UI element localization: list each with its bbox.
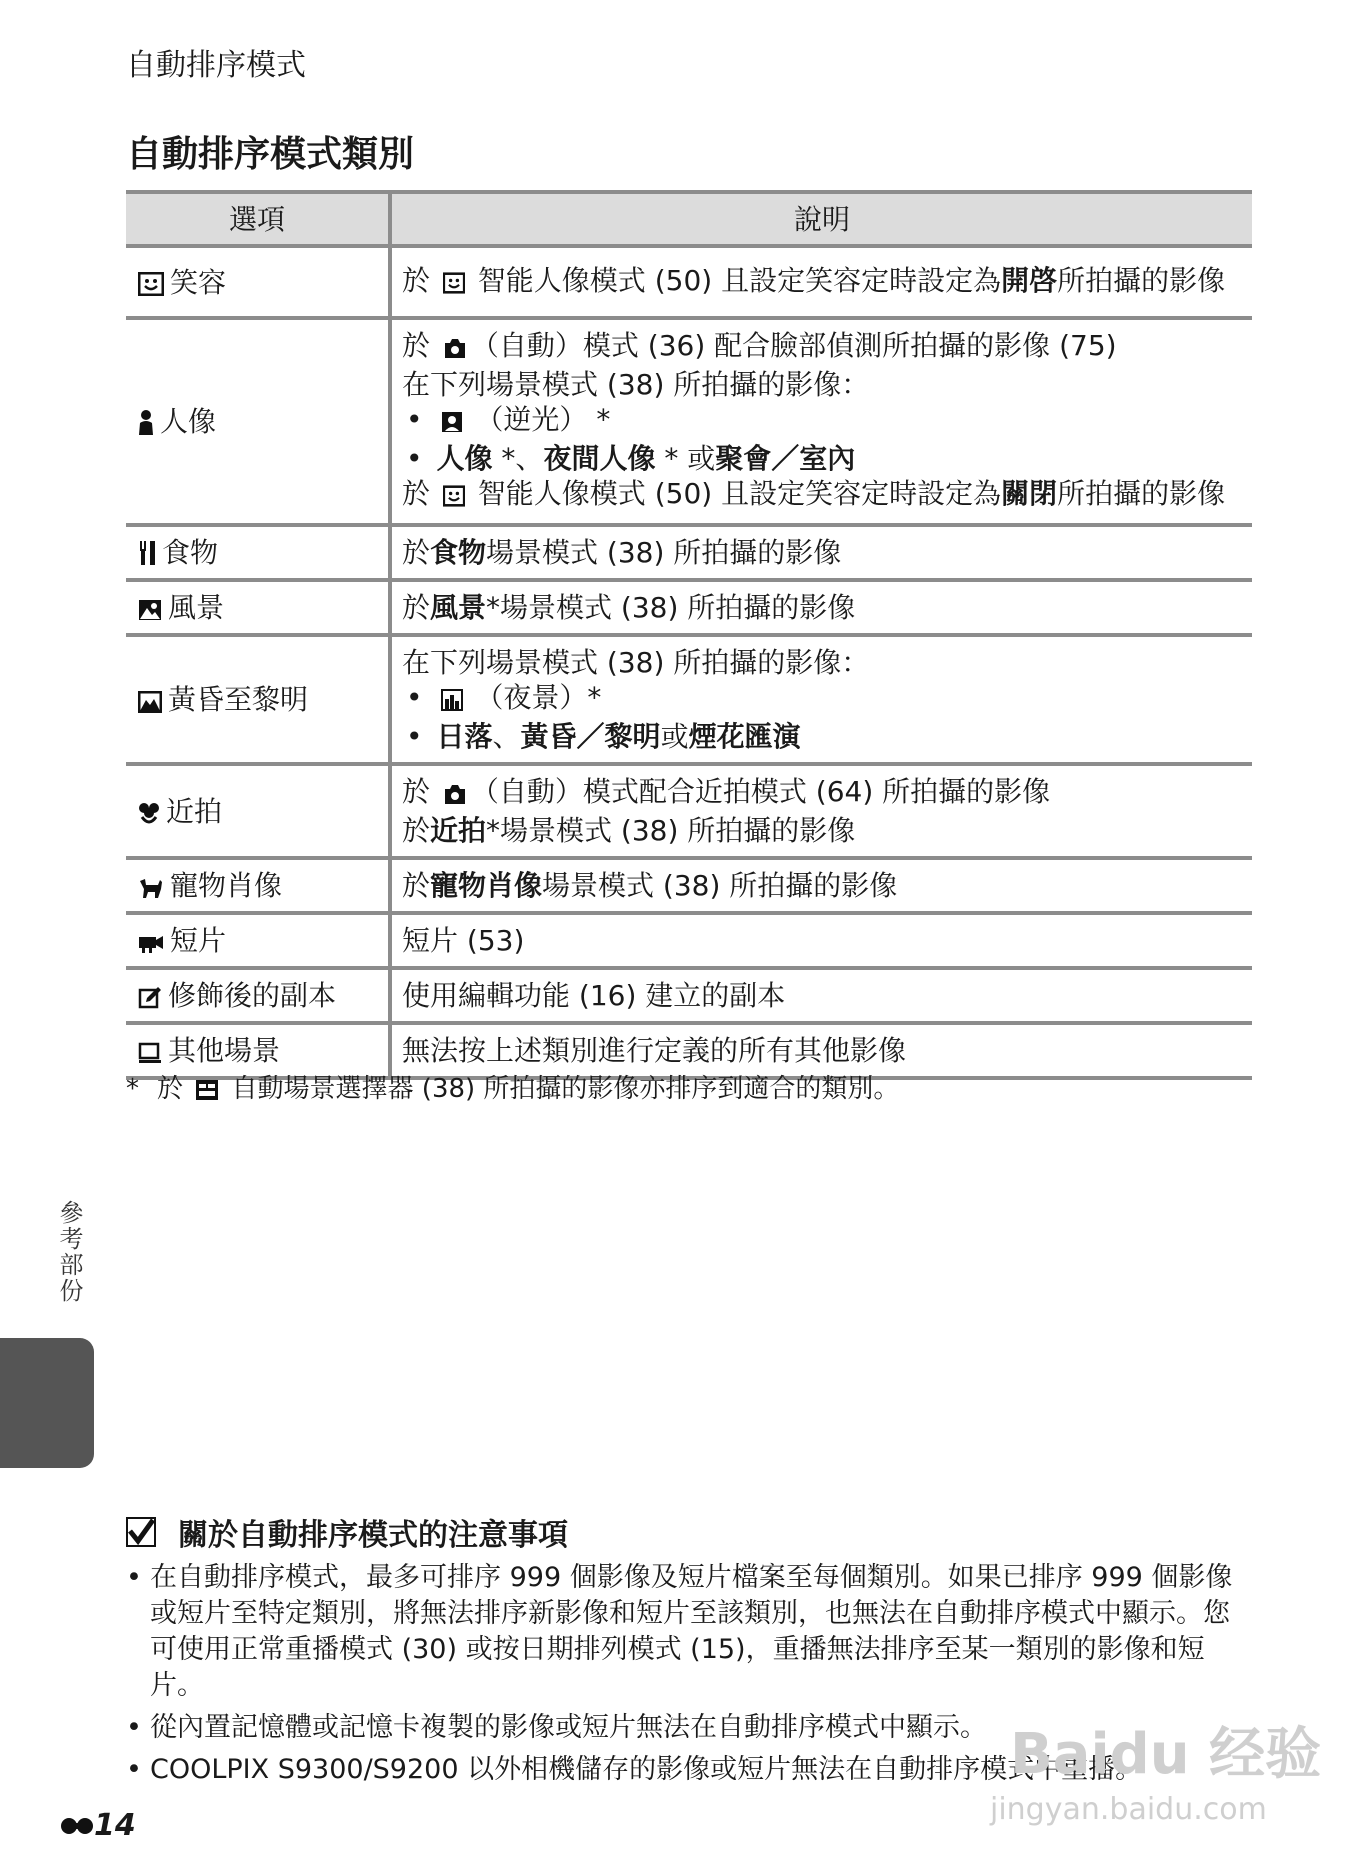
night-landscape-icon [441,684,463,719]
table-row [126,525,1252,580]
row-desc: 無法按上述類別進行定義的所有其他影像 [390,1023,1252,1078]
row-label: 風景 [168,591,225,624]
row-label: 黃昏至黎明 [168,683,309,716]
table-row [126,764,1252,858]
side-section-label: 參考部份 [55,1200,83,1304]
table-row [126,858,1252,913]
row-desc: 使用編輯功能 (16) 建立的副本 [390,968,1252,1023]
row-desc: 於食物場景模式 (38) 所拍攝的影像 [390,525,1252,580]
row-label: 短片 [170,924,227,957]
watermark-url: jingyan.baidu.com [990,1792,1267,1827]
section-title: 自動排序模式類別 [126,134,415,175]
row-desc: 於 （自動）模式 (36) 配合臉部偵測所拍攝的影像 (75) 在下列場景模式 (38) 所拍攝的影像： • （逆光） * • 人像 *、夜間人像 * 或聚會／室內 於 智能人像模式 (50) 且設定笑容定時設定為關閉所拍攝的影像 [390,318,1252,525]
col-desc-header: 說明 [390,192,1252,246]
col-option-header: 選項 [126,192,390,246]
close-up-icon [138,794,160,829]
table-row [126,913,1252,968]
portrait-icon [138,404,154,439]
list-item: • 從內置記憶體或記憶卡複製的影像或短片無法在自動排序模式中顯示。 [126,1710,1256,1746]
auto-mode-icon [443,332,467,367]
table-row [126,968,1252,1023]
smile-icon [138,265,164,300]
smart-portrait-icon [443,480,465,515]
smart-portrait-icon [443,267,465,302]
table-header-row [126,192,1252,246]
category-table [126,190,1252,1080]
retouch-icon [138,978,162,1013]
row-desc: 於風景*場景模式 (38) 所拍攝的影像 [390,580,1252,635]
table-row [126,246,1252,318]
row-label: 近拍 [166,794,223,828]
table-row [126,580,1252,635]
backlight-icon [441,406,463,441]
row-desc: 於 智能人像模式 (50) 且設定笑容定時設定為開啓所拍攝的影像 [390,246,1252,318]
row-desc: 在下列場景模式 (38) 所拍攝的影像： • （夜景）* • 日落、黃昏／黎明或煙花匯演 [390,635,1252,764]
table-row [126,318,1252,525]
row-label: 笑容 [170,265,227,299]
row-label: 食物 [162,536,219,569]
landscape-icon [138,590,162,625]
check-icon [126,1517,156,1547]
side-thumb-tab [0,1338,94,1468]
pet-icon [138,868,164,903]
table-row [126,635,1252,764]
list-item: • 在自動排序模式，最多可排序 999 個影像及短片檔案至每個類別。如果已排序 999 個影像或短片至特定類別，將無法排序新影像和短片至該類別，也無法在自動排序模式中顯示。您可使用正常重播模式 (30) 或按日期排列模式 (15)，重播無法排序至某一類別的影像和短片。 [126,1560,1256,1704]
movie-icon [138,923,164,958]
row-label: 其他場景 [168,1034,281,1067]
note-heading [126,1510,568,1554]
page-number: 14 [60,1808,136,1843]
scene-auto-selector-icon [195,1078,219,1108]
row-desc: 於寵物肖像場景模式 (38) 所拍攝的影像 [390,858,1252,913]
footnote: * 於 自動場景選擇器 (38) 所拍攝的影像亦排序到適合的類別。 [126,1068,899,1108]
other-scenes-icon [138,1033,162,1068]
watermark-brand: Baidu 经验 [1010,1722,1322,1787]
list-item: • COOLPIX S9300/S9200 以外相機儲存的影像或短片無法在自動排序模式中重播。 [126,1752,1256,1788]
auto-mode-icon [443,778,467,813]
row-desc: 於 （自動）模式配合近拍模式 (64) 所拍攝的影像 於近拍*場景模式 (38) 所拍攝的影像 [390,764,1252,858]
row-desc: 短片 (53) [390,913,1252,968]
row-label: 修飾後的副本 [168,979,337,1012]
row-label: 寵物肖像 [170,869,283,902]
note-title: 關於自動排序模式的注意事項 [178,1518,568,1553]
row-label: 人像 [160,405,217,438]
dusk-dawn-icon [138,682,162,717]
reference-section-icon [60,1815,94,1837]
running-header: 自動排序模式 [126,48,306,83]
food-icon [138,535,156,570]
